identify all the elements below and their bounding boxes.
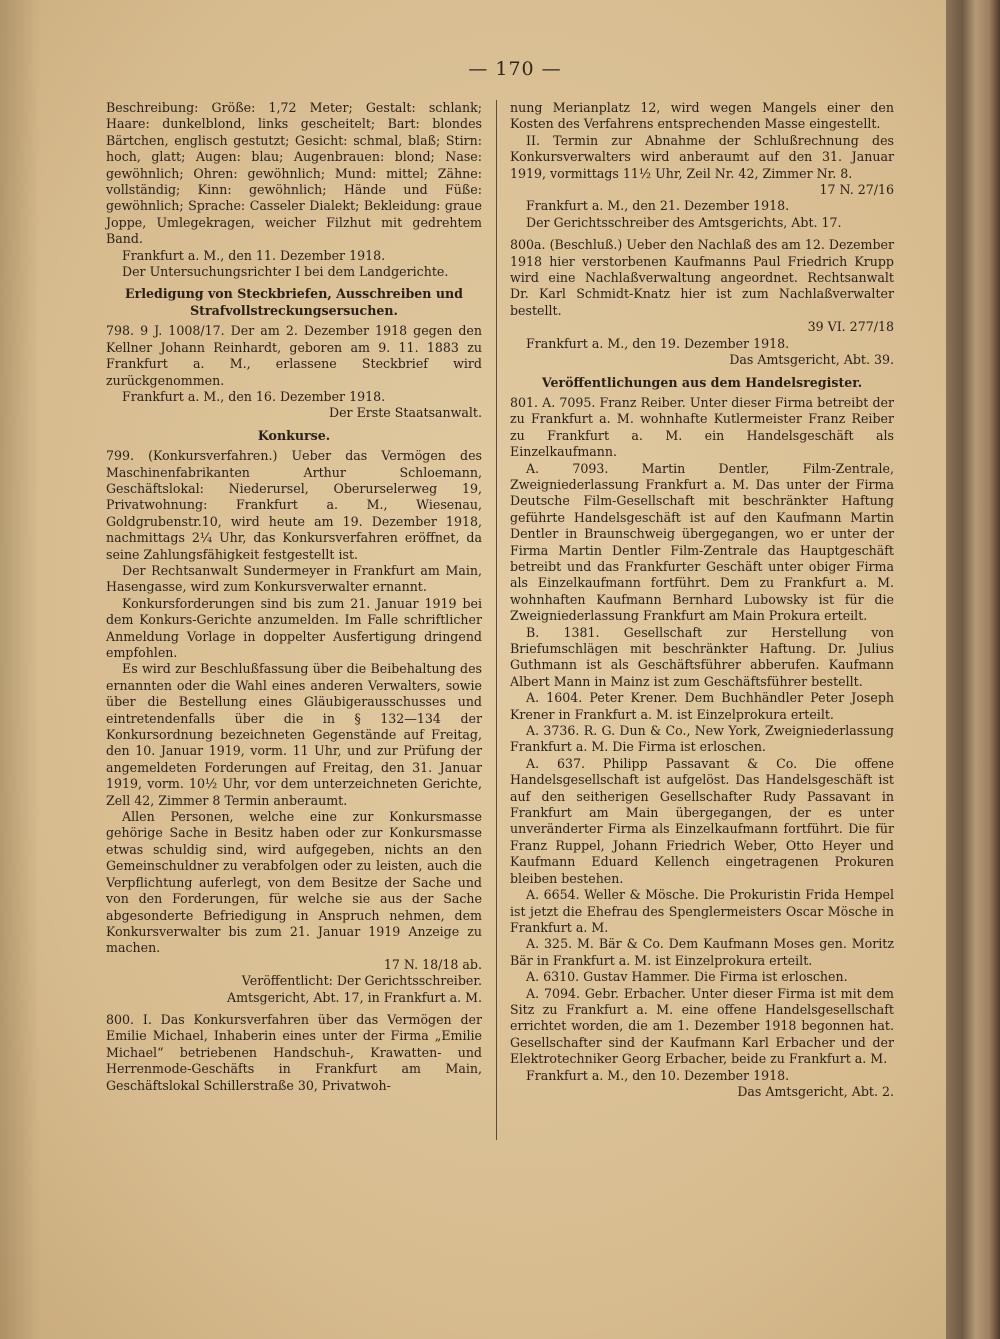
register-entry: A. 3736. R. G. Dun & Co., New York, Zweigniederlassung Frankfurt a. M. Die Firma ist erloschen. xyxy=(510,723,894,755)
entry-800-continued: nung Merianplatz 12, wird wegen Mangels einer den Kosten des Verfahrens entsprechenden Masse eingestellt. xyxy=(510,100,894,132)
entry-799-notice: Allen Personen, welche eine zur Konkursmasse gehörige Sache in Besitz haben oder zur Konkursmasse etwas schuldig sind, wird aufgegeben, nichts an den Gemeinschuldner zu verabfolgen oder zu leisten, auch die Verpflichtung auferlegt, von dem Besitze der Sache und von den Forderungen, für welche sie aus der Sache abgesonderte Befriedigung in Anspruch nehmen, dem Konkursverwalter bis zum 21. Januar 1919 Anzeige zu machen. xyxy=(106,809,482,956)
entry-800-start: 800. I. Das Konkursverfahren über das Vermögen der Emilie Michael, Inhaberin eines unter der Firma „Emilie Michael“ betriebenen Handschuh-, Krawatten- und Herrenmode-Geschäfts in Frankfurt am Main, Geschäftslokal Schillerstraße 30, Privatwoh- xyxy=(106,1011,482,1093)
entry-798-place-date: Frankfurt a. M., den 16. Dezember 1918. xyxy=(122,388,386,404)
entry-800a-signature: Das Amtsgericht, Abt. 39. xyxy=(729,352,894,368)
section-heading-warrants: Erledigung von Steckbriefen, Ausschreiben und Strafvollstreckungsersuchen. xyxy=(125,286,463,318)
entry-798: 798. 9 J. 1008/17. Der am 2. Dezember 1918 gegen den Kellner Johann Reinhardt, geboren am 9. 11. 1883 zu Frankfurt a. M., erlassene Steckbrief wird zurückgenommen. xyxy=(106,323,482,388)
register-entry: A. 6654. Weller & Mösche. Die Prokuristin Frida Hempel ist jetzt die Ehefrau des Spenglermeisters Oscar Mösche in Frankfurt a. M. xyxy=(510,887,894,935)
page-number: — 170 — xyxy=(468,58,562,80)
suspect-description: Beschreibung: Größe: 1,72 Meter; Gestalt: schlank; Haare: dunkelblond, links gescheitelt; Bart: blondes Bärtchen, englisch gestutzt; Gesicht: schmal, blaß; Stirn: hoch, glatt; Augen: blau; Augenbrauen: blond; Nase: gewöhnlich; Ohren: gewöhnlich; Mund: mittel; Zähne: vollständig; Kinn: gewöhnlich; Hände und Füße: gewöhnlich; Sprache: Casseler Dialekt; Bekleidung: graue Joppe, Umlegekragen, weicher Filzhut mit gedrehtem Band. xyxy=(106,100,482,247)
entry-799-published: Veröffentlicht: Der Gerichtsschreiber. xyxy=(241,973,482,989)
register-signature: Das Amtsgericht, Abt. 2. xyxy=(737,1083,894,1099)
entry-800-signature: Der Gerichtsschreiber des Amtsgerichts, Abt. 17. xyxy=(526,214,842,230)
right-column xyxy=(510,100,894,1100)
section-heading-commercial-register: Veröffentlichungen aus dem Handelsregister. xyxy=(541,374,863,390)
register-entry: A. 7094. Gebr. Erbacher. Unter dieser Firma ist mit dem Sitz zu Frankfurt a. M. eine offene Handelsgesellschaft errichtet worden, die am 1. Dezember 1918 begonnen hat. Gesellschafter sind der Kaufmann Karl Erbacher und der Elektrotechniker Georg Erbacher, beide zu Frankfurt a. M. xyxy=(510,985,894,1067)
entry-800-reference: 17 N. 27/16 xyxy=(819,182,894,198)
entry-800a: 800a. (Beschluß.) Ueber den Nachlaß des am 12. Dezember 1918 hier verstorbenen Kaufmanns Paul Friedrich Krupp wird eine Nachlaßverwaltung angeordnet. Rechtsanwalt Dr. Karl Schmidt-Knatz hier ist zum Nachlaßverwalter bestellt. xyxy=(510,237,894,318)
register-entry: A. 7093. Martin Dentler, Film-Zentrale, Zweigniederlassung Frankfurt a. M. Das unter der Firma Deutsche Film-Gesellschaft mit beschränkter Haftung geführte Handelsgeschäft ist auf den Kaufmann Martin Dentler in Braunschweig übergegangen, wo er unter der Firma Martin Dentler Film-Zentrale das Hauptgeschäft betreibt und das Frankfurter Geschäft unter obiger Firma als Einzelkaufmann fortführt. Dem zu Frankfurt a. M. wohnhaften Kaufmann Bernhard Lubowsky ist für die Zweigniederlassung Frankfurt am Main Prokura erteilt. xyxy=(510,460,894,624)
section-heading-bankruptcy: Konkurse. xyxy=(257,427,331,443)
entry-799-reference: 17 N. 18/18 ab. xyxy=(383,956,482,972)
register-place-date: Frankfurt a. M., den 10. Dezember 1918. xyxy=(526,1067,790,1083)
page-gutter-shadow xyxy=(0,0,40,1339)
register-entry: A. 1604. Peter Krener. Dem Buchhändler Peter Joseph Krener in Frankfurt a. M. ist Einzelprokura erteilt. xyxy=(510,690,894,722)
entry-799-administrator: Der Rechtsanwalt Sundermeyer in Frankfurt am Main, Hasengasse, wird zum Konkursverwalter ernannt. xyxy=(106,562,482,595)
register-entry: A. 6310. Gustav Hammer. Die Firma ist erloschen. xyxy=(526,969,848,985)
left-column xyxy=(106,100,482,1094)
entry-798-signature: Der Erste Staatsanwalt. xyxy=(329,405,482,421)
description-place-date: Frankfurt a. M., den 11. Dezember 1918. xyxy=(122,247,386,263)
register-entry: B. 1381. Gesellschaft zur Herstellung von Briefumschlägen mit beschränkter Haftung. Dr. Julius Guthmann ist als Geschäftsführer abberufen. Kaufmann Albert Mann in Mainz ist zum Geschäftsführer bestellt. xyxy=(510,624,894,689)
entry-800-place-date: Frankfurt a. M., den 21. Dezember 1918. xyxy=(526,198,790,214)
register-entry: A. 325. M. Bär & Co. Dem Kaufmann Moses gen. Moritz Bär in Frankfurt a. M. ist Einzelprokura erteilt. xyxy=(510,936,894,968)
entry-800-hearing: II. Termin zur Abnahme der Schlußrechnung des Konkursverwalters wird anberaumt auf den 31. Januar 1919, vormittags 11½ Uhr, Zeil Nr. 42, Zimmer Nr. 8. xyxy=(510,132,894,181)
entry-800a-reference: 39 VI. 277/18 xyxy=(807,319,894,335)
register-entry: A. 637. Philipp Passavant & Co. Die offene Handelsgesellschaft ist aufgelöst. Das Handelsgeschäft ist auf den seitherigen Gesellschafter Rudy Passavant in Frankfurt am Main übergegangen, der es unter unveränderter Firma als Einzelkaufmann fortführt. Die für Franz Ruppel, Johann Friedrich Weber, Otto Heyer und Kaufmann Eduard Kellench eingetragenen Prokuren bleiben bestehen. xyxy=(510,755,894,886)
entry-799-meetings: Es wird zur Beschlußfassung über die Beibehaltung des ernannten oder die Wahl eines anderen Verwalters, sowie über die Bestellung eines Gläubigerausschusses und eintretendenfalls über die in § 132—134 der Konkursordnung bezeichneten Gegenstände auf Freitag, den 10. Januar 1919, vorm. 11 Uhr, und zur Prüfung der angemeldeten Forderungen auf Freitag, den 31. Januar 1919, vorm. 10½ Uhr, vor dem unterzeichneten Gerichte, Zell 42, Zimmer 8 Termin anberaumt. xyxy=(106,661,482,808)
entry-799-opening: 799. (Konkursverfahren.) Ueber das Vermögen des Maschinenfabrikanten Arthur Schloemann, Geschäftslokal: Niederursel, Oberurselerweg 19, Privatwohnung: Frankfurt a. M., Wiesenau, Goldgrubenstr.10, wird heute am 19. Dezember 1918, nachmittags 2¼ Uhr, das Konkursverfahren eröffnet, da seine Zahlungsfähigkeit festgestellt ist. xyxy=(106,448,482,562)
book-binding-edge xyxy=(946,0,1000,1339)
register-entry: 801. A. 7095. Franz Reiber. Unter dieser Firma betreibt der zu Frankfurt a. M. wohnhafte Kutlermeister Franz Reiber zu Frankfurt a. M. ein Handelsgeschäft als Einzelkaufmann. xyxy=(510,394,894,460)
entry-800a-place-date: Frankfurt a. M., den 19. Dezember 1918. xyxy=(526,335,790,351)
entry-799-claims: Konkursforderungen sind bis zum 21. Januar 1919 bei dem Konkurs-Gerichte anzumelden. Im Falle schriftlicher Anmeldung Vorlage in doppelter Ausfertigung dringend empfohlen. xyxy=(106,595,482,660)
entry-799-signature: Amtsgericht, Abt. 17, in Frankfurt a. M. xyxy=(226,989,482,1005)
description-signature: Der Untersuchungsrichter I bei dem Landgerichte. xyxy=(122,264,449,280)
column-divider xyxy=(496,100,497,1140)
